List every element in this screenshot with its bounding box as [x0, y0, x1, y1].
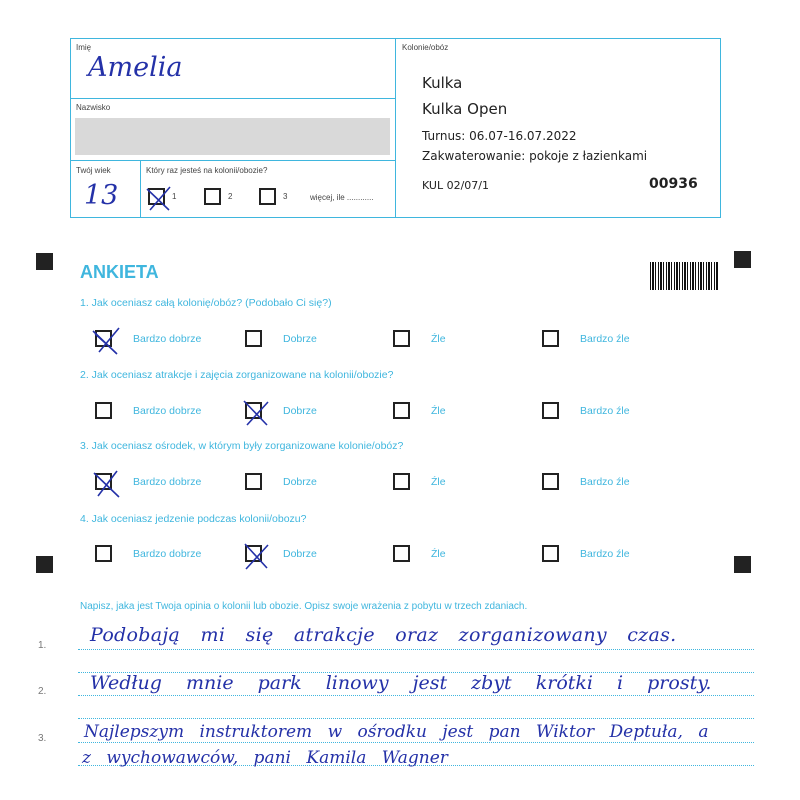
kolonia-name: Kulka	[422, 74, 463, 92]
ktory-raz-checkbox-2[interactable]	[204, 188, 221, 205]
option-label: Dobrze	[283, 405, 317, 417]
ktory-raz-label: Który raz jesteś na kolonii/obozie?	[146, 166, 268, 175]
ktory-raz-checkbox-3[interactable]	[259, 188, 276, 205]
nazwisko-label: Nazwisko	[76, 103, 111, 112]
kolonia-label: Kolonie/obóz	[402, 43, 449, 52]
option-label: Dobrze	[283, 548, 317, 560]
option-label: Bardzo dobrze	[133, 476, 202, 488]
barcode	[650, 262, 718, 290]
imie-value: Amelia	[88, 52, 183, 83]
code: KUL 02/07/1	[422, 179, 489, 192]
ktory-raz-option-label: 3	[283, 192, 288, 201]
writing-line	[78, 742, 754, 743]
imie-label: Imię	[76, 43, 92, 52]
option-label: Bardzo dobrze	[133, 548, 202, 560]
option-label: Źle	[431, 405, 446, 417]
survey-title: ANKIETA	[80, 262, 159, 282]
nazwisko-redaction	[75, 118, 390, 155]
option-label: Dobrze	[283, 333, 317, 345]
question-text: 2. Jak oceniasz atrakcje i zajęcia zorganizowane na kolonii/obozie?	[80, 369, 394, 381]
answer-line-1: Podobają mi się atrakcje oraz zorganizowany czas.	[90, 624, 677, 646]
option-label: Bardzo dobrze	[133, 333, 202, 345]
question-text: 1. Jak oceniasz całą kolonię/obóz? (Podobało Ci się?)	[80, 297, 332, 309]
option-label: Bardzo źle	[580, 548, 630, 560]
check-x-icon	[241, 398, 273, 430]
wiecej-label: więcej, ile ............	[310, 193, 374, 202]
writing-line	[78, 649, 754, 650]
option-label: Bardzo źle	[580, 405, 630, 417]
q1-option-zle[interactable]	[393, 330, 410, 347]
row-separator	[70, 98, 396, 99]
row-separator	[70, 160, 396, 161]
option-label: Bardzo źle	[580, 333, 630, 345]
wiek-value: 13	[84, 180, 119, 211]
turnus: Turnus: 06.07-16.07.2022	[422, 129, 577, 143]
answer-line-2: Według mnie park linowy jest zbyt krótki i prosty.	[90, 672, 712, 694]
registration-mark	[36, 556, 53, 573]
option-label: Źle	[431, 333, 446, 345]
wiek-label: Twój wiek	[76, 166, 111, 175]
q4-option-dobrze[interactable]	[245, 545, 262, 562]
question-text: 4. Jak oceniasz jedzenie podczas kolonii/obozu?	[80, 513, 307, 525]
option-label: Źle	[431, 548, 446, 560]
line-number: 2.	[38, 686, 47, 697]
registration-mark	[734, 556, 751, 573]
answer-line-3: Najlepszym instruktorem w ośrodku jest pan Wiktor Deptuła, a	[84, 722, 709, 742]
q3-option-dobrze[interactable]	[245, 473, 262, 490]
q2-option-bardzo-dobrze[interactable]	[95, 402, 112, 419]
q2-option-dobrze[interactable]	[245, 402, 262, 419]
registration-mark	[36, 253, 53, 270]
ktory-raz-option-label: 2	[228, 192, 233, 201]
option-label: Dobrze	[283, 476, 317, 488]
answer-line-4: z wychowawców, pani Kamila Wagner	[82, 748, 448, 768]
zakwaterowanie: Zakwaterowanie: pokoje z łazienkami	[422, 149, 648, 163]
ktory-raz-checkbox-1[interactable]	[148, 188, 165, 205]
q1-option-bardzo-dobrze[interactable]	[95, 330, 112, 347]
opinion-prompt: Napisz, jaka jest Twoja opinia o kolonii lub obozie. Opisz swoje wrażenia z pobytu w trzech zdaniach.	[80, 601, 528, 612]
option-label: Źle	[431, 476, 446, 488]
col-separator	[140, 160, 141, 218]
q4-option-bardzo-zle[interactable]	[542, 545, 559, 562]
kolonia-program: Kulka Open	[422, 100, 508, 118]
option-label: Bardzo dobrze	[133, 405, 202, 417]
question-text: 3. Jak oceniasz ośrodek, w którym były zorganizowane kolonie/obóz?	[80, 440, 404, 452]
writing-line	[78, 695, 754, 696]
q1-option-bardzo-zle[interactable]	[542, 330, 559, 347]
q3-option-zle[interactable]	[393, 473, 410, 490]
header-divider	[395, 38, 396, 218]
form-number: 00936	[649, 176, 698, 192]
q3-option-bardzo-zle[interactable]	[542, 473, 559, 490]
check-x-icon	[241, 541, 273, 573]
registration-mark	[734, 251, 751, 268]
line-number: 3.	[38, 733, 47, 744]
writing-line	[78, 718, 754, 719]
check-x-icon	[91, 326, 123, 358]
q3-option-bardzo-dobrze[interactable]	[95, 473, 112, 490]
q2-option-zle[interactable]	[393, 402, 410, 419]
q1-option-dobrze[interactable]	[245, 330, 262, 347]
option-label: Bardzo źle	[580, 476, 630, 488]
q4-option-bardzo-dobrze[interactable]	[95, 545, 112, 562]
check-x-icon	[144, 184, 177, 214]
line-number: 1.	[38, 640, 47, 651]
q4-option-zle[interactable]	[393, 545, 410, 562]
ktory-raz-option-label: 1	[172, 192, 177, 201]
q2-option-bardzo-zle[interactable]	[542, 402, 559, 419]
check-x-icon	[91, 469, 123, 501]
